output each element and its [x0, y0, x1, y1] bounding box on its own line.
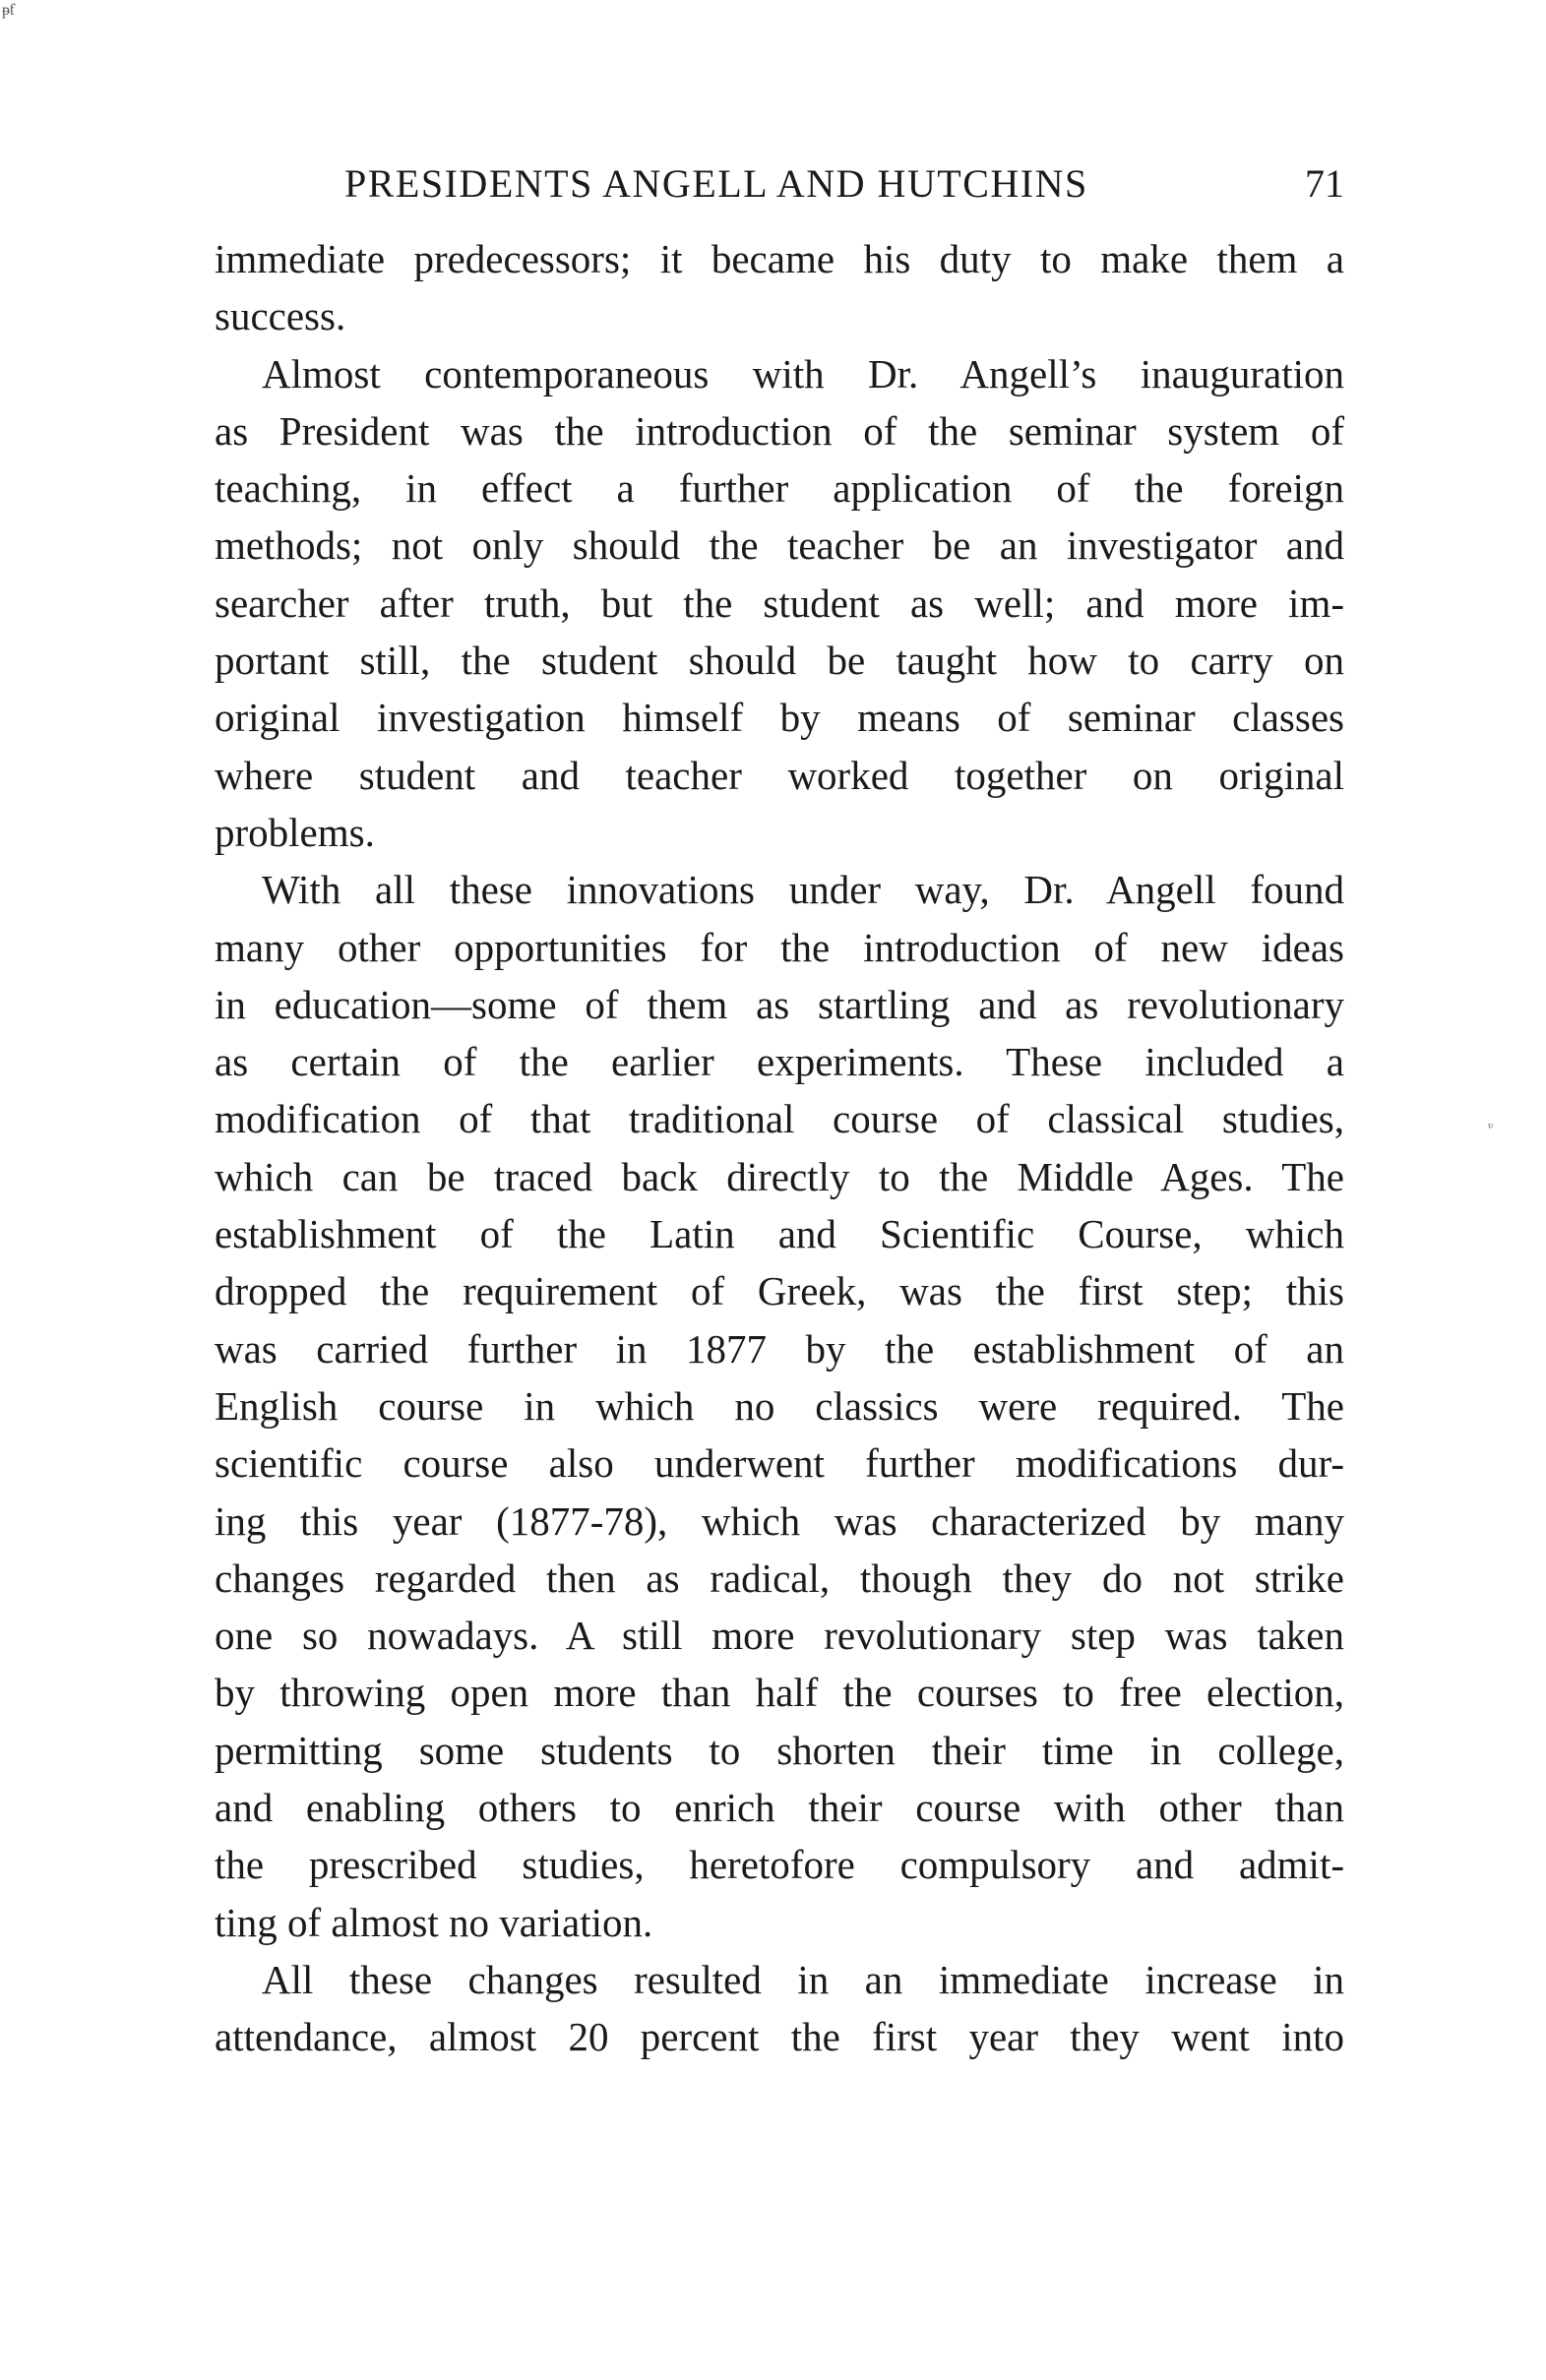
text-line: one so nowadays. A still more revolutionary step was taken	[215, 1613, 1344, 1659]
text-line: establishment of the Latin and Scientific Course, which	[215, 1211, 1344, 1257]
text-line: where student and teacher worked together on original	[215, 752, 1344, 798]
stray-mark-margin: ᶸ	[1488, 1120, 1494, 1136]
text-line: All these changes resulted in an immediate increase in	[262, 1956, 1344, 2002]
text-line: methods; not only should the teacher be an investigator and	[215, 522, 1344, 569]
body-text	[215, 230, 1344, 2066]
text-line: was carried further in 1877 by the establishment of an	[215, 1325, 1344, 1372]
text-line: ing this year (1877-78), which was characterized by many	[215, 1497, 1344, 1544]
page-number: 71	[1305, 161, 1344, 206]
text-line: scientific course also underwent further modifications dur-	[215, 1440, 1344, 1487]
text-line: Almost contemporaneous with Dr. Angell’s inauguration	[262, 350, 1344, 397]
text-line: permitting some students to shorten their time in college,	[215, 1727, 1344, 1773]
stray-mark-top-left: ᵽƭ	[2, 2, 15, 19]
text-line: portant still, the student should be taught how to carry on	[215, 638, 1344, 684]
text-line: searcher after truth, but the student as well; and more im-	[215, 580, 1344, 626]
text-line: original investigation himself by means of seminar classes	[215, 695, 1344, 741]
text-line: teaching, in effect a further application of the foreign	[215, 465, 1344, 512]
running-title: PRESIDENTS ANGELL AND HUTCHINS	[344, 161, 1088, 206]
text-line: modification of that traditional course of classical studies,	[215, 1096, 1344, 1142]
text-line: attendance, almost 20 percent the first year they went into	[215, 2014, 1344, 2060]
text-line: changes regarded then as radical, though they do not strike	[215, 1555, 1344, 1601]
text-line: as certain of the earlier experiments. These included a	[215, 1039, 1344, 1085]
text-line: success.	[215, 293, 346, 339]
text-line: problems.	[215, 809, 375, 855]
running-head	[344, 159, 1344, 209]
text-line: many other opportunities for the introduction of new ideas	[215, 924, 1344, 970]
text-line: and enabling others to enrich their course with other than	[215, 1785, 1344, 1831]
text-line: in education—some of them as startling and as revolutionary	[215, 981, 1344, 1027]
text-line: as President was the introduction of the seminar system of	[215, 407, 1344, 454]
text-line: dropped the requirement of Greek, was the first step; this	[215, 1268, 1344, 1314]
text-line: ting of almost no variation.	[215, 1899, 653, 1945]
text-line: by throwing open more than half the courses to free election,	[215, 1670, 1344, 1716]
text-line: which can be traced back directly to the Middle Ages. The	[215, 1153, 1344, 1199]
text-line: With all these innovations under way, Dr. Angell found	[262, 867, 1344, 913]
text-line: immediate predecessors; it became his duty to make them a	[215, 236, 1344, 281]
text-line: the prescribed studies, heretofore compulsory and admit-	[215, 1842, 1344, 1888]
text-line: English course in which no classics were required. The	[215, 1382, 1344, 1429]
